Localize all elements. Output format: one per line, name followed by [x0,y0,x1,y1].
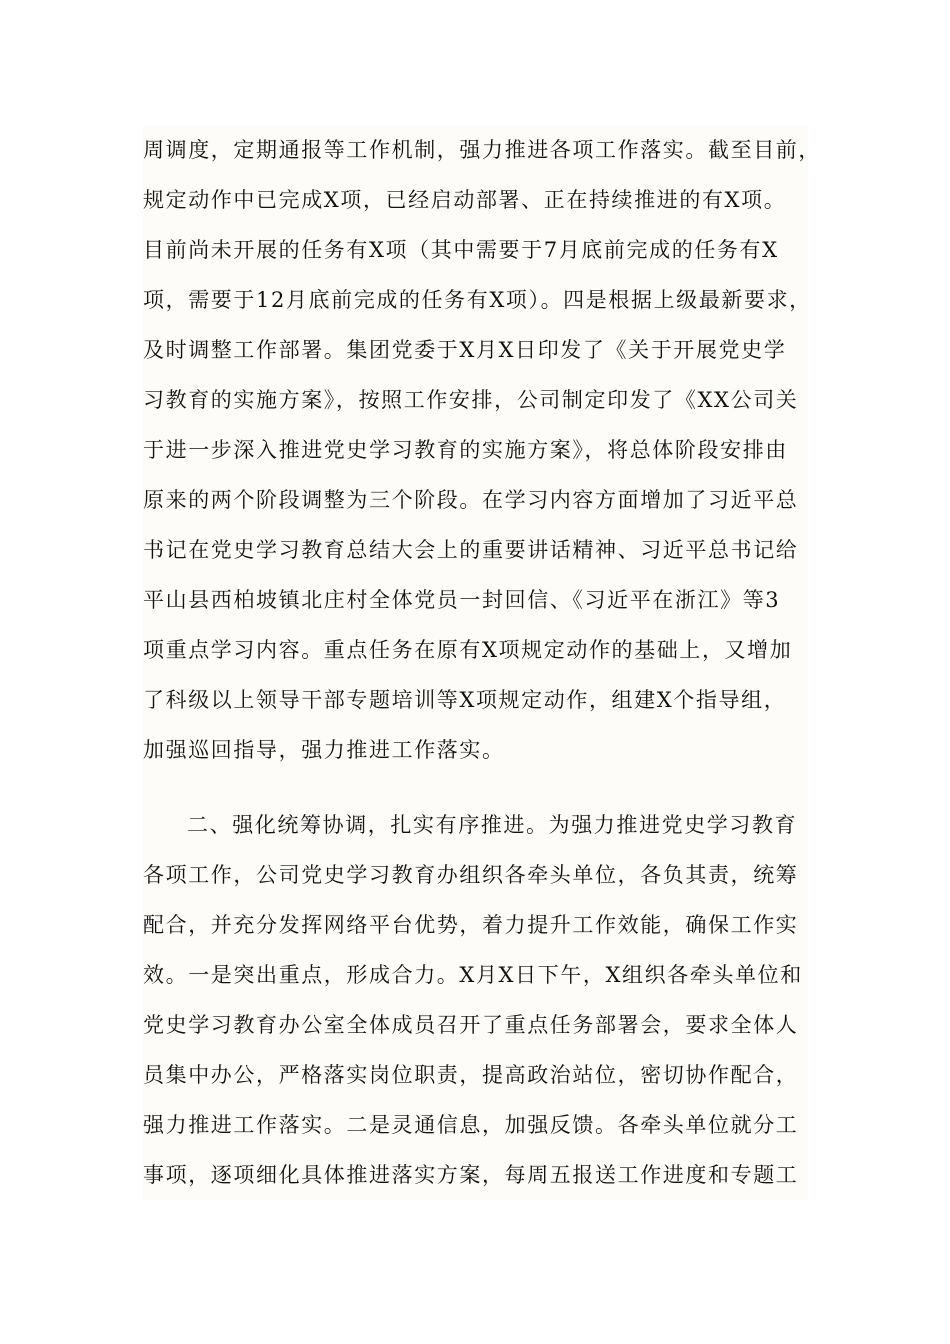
text-line: 配合，并充分发挥网络平台优势，着力提升工作效能，确保工作实 [143,913,799,937]
text-line: 加强巡回指导，强力推进工作落实。 [143,738,505,762]
text-line: 效。一是突出重点，形成合力。X月X日下午，X组织各牵头单位和 [143,963,803,987]
text-line: 党史学习教育办公室全体成员召开了重点任务部署会，要求全体人 [143,1013,799,1037]
text-line: 各项工作，公司党史学习教育办组织各牵头单位，各负其责，统筹 [143,863,799,887]
text-line: 习教育的实施方案》，按照工作安排，公司制定印发了《XX公司关 [143,388,799,412]
paragraph-spacer [143,775,808,800]
text-line: 书记在党史学习教育总结大会上的重要讲话精神、习近平总书记给 [143,538,799,562]
text-line: 目前尚未开展的任务有X项（其中需要于7月底前完成的任务有X [143,238,779,262]
text-line: 项，需要于12月底前完成的任务有X项）。四是根据上级最新要求， [143,288,812,312]
text-line: 项重点学习内容。重点任务在原有X项规定动作的基础上，又增加 [143,638,793,662]
paragraph-2 [143,800,808,1200]
paragraph-1 [143,125,821,775]
text-line: 二、强化统筹协调，扎实有序推进。为强力推进党史学习教育 [187,813,798,837]
text-line: 及时调整工作部署。集团党委于X月X日印发了《关于开展党史学 [143,338,787,362]
document-body [143,125,821,1200]
text-line: 员集中办公，严格落实岗位职责，提高政治站位，密切协作配合， [143,1063,799,1087]
text-line: 平山县西柏坡镇北庄村全体党员一封回信、《习近平在浙江》等3 [143,588,781,612]
text-line: 了科级以上领导干部专题培训等X项规定动作，组建X个指导组， [143,688,787,712]
text-line: 强力推进工作落实。二是灵通信息，加强反馈。各牵头单位就分工 [143,1113,799,1137]
text-line: 原来的两个阶段调整为三个阶段。在学习内容方面增加了习近平总 [143,488,799,512]
text-line: 规定动作中已完成X项，已经启动部署、正在持续推进的有X项。 [143,188,787,212]
text-line: 事项，逐项细化具体推进落实方案，每周五报送工作进度和专题工 [143,1163,799,1187]
text-line: 周调度，定期通报等工作机制，强力推进各项工作落实。截至目前， [143,138,821,162]
text-line: 于进一步深入推进党史学习教育的实施方案》，将总体阶段安排由 [143,438,788,462]
